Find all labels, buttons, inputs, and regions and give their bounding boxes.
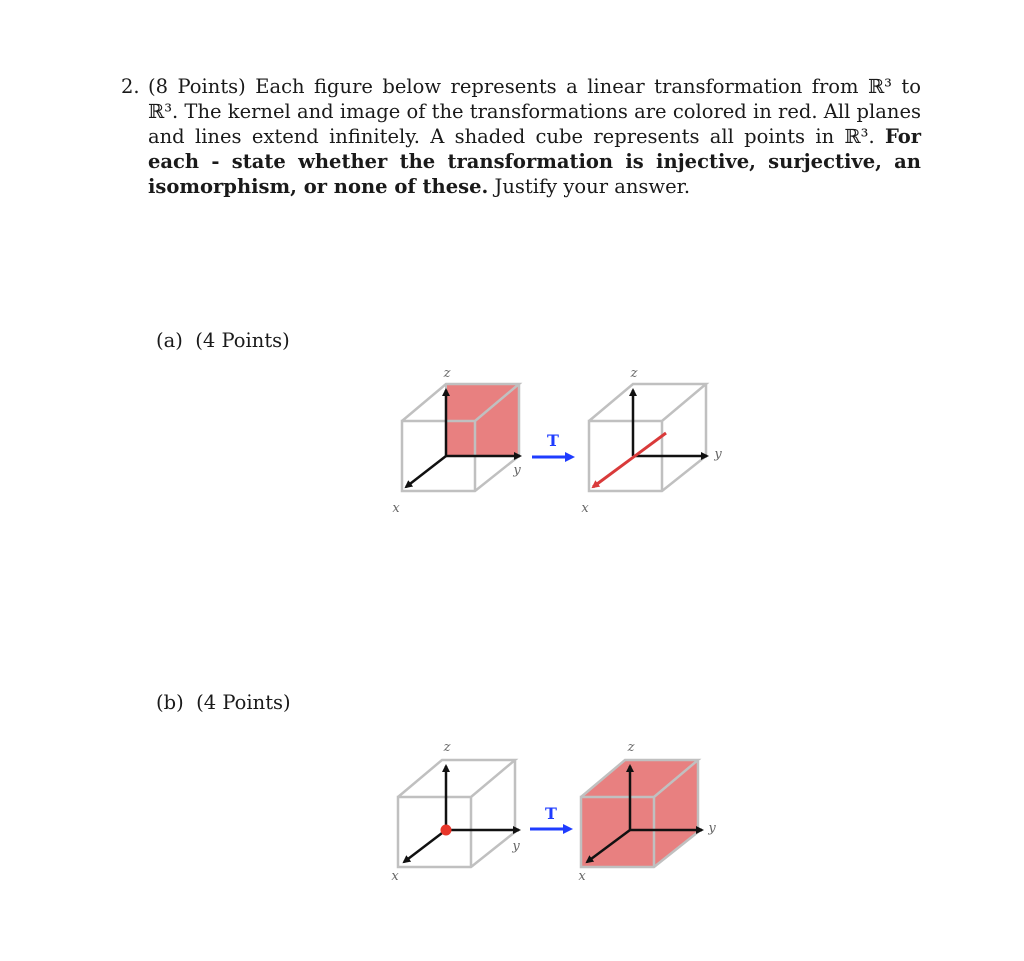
z-label-b-right: z bbox=[627, 740, 635, 755]
x-label: x bbox=[392, 501, 400, 516]
problem-text-2: Justify your answer. bbox=[494, 175, 691, 198]
z-label: z bbox=[443, 366, 451, 381]
y-label-b: y bbox=[512, 839, 520, 854]
x-label-b-right: x bbox=[578, 869, 586, 884]
transform-label-a: T bbox=[547, 431, 559, 450]
cube-b-right bbox=[578, 740, 716, 884]
x-axis bbox=[406, 456, 446, 487]
z-label-right: z bbox=[630, 366, 638, 381]
x-label-right: x bbox=[581, 501, 589, 516]
transform-arrow-a bbox=[532, 431, 572, 457]
part-a-points: (4 Points) bbox=[195, 329, 290, 352]
problem-text-bold: For each - state whether the transformation is injective, surjective, an isomorphism, or none of these. bbox=[148, 125, 921, 198]
y-label-b-right: y bbox=[708, 821, 716, 836]
cube-a-left bbox=[392, 366, 521, 516]
z-label-b: z bbox=[443, 740, 451, 755]
problem-points: (8 Points) bbox=[148, 75, 246, 98]
part-b-points: (4 Points) bbox=[196, 691, 291, 714]
cube-b-left bbox=[391, 740, 520, 884]
kernel-point bbox=[441, 825, 452, 836]
problem-text-1: Each figure below represents a linear transformation from ℝ³ to ℝ³. The kernel and image of the transformations are colored in red. All planes and lines extend infinitely. A shaded cube represents all points in ℝ³. bbox=[148, 75, 921, 148]
problem-number: 2. bbox=[121, 75, 140, 98]
image-line bbox=[593, 433, 666, 487]
transform-arrow-b bbox=[530, 804, 570, 829]
transform-label-b: T bbox=[545, 804, 557, 823]
x-label-b: x bbox=[391, 869, 399, 884]
cube-a-right bbox=[581, 366, 722, 516]
part-a-letter: (a) bbox=[156, 329, 183, 352]
y-label-right: y bbox=[714, 447, 722, 462]
part-b-letter: (b) bbox=[156, 691, 184, 714]
y-label: y bbox=[513, 463, 521, 478]
